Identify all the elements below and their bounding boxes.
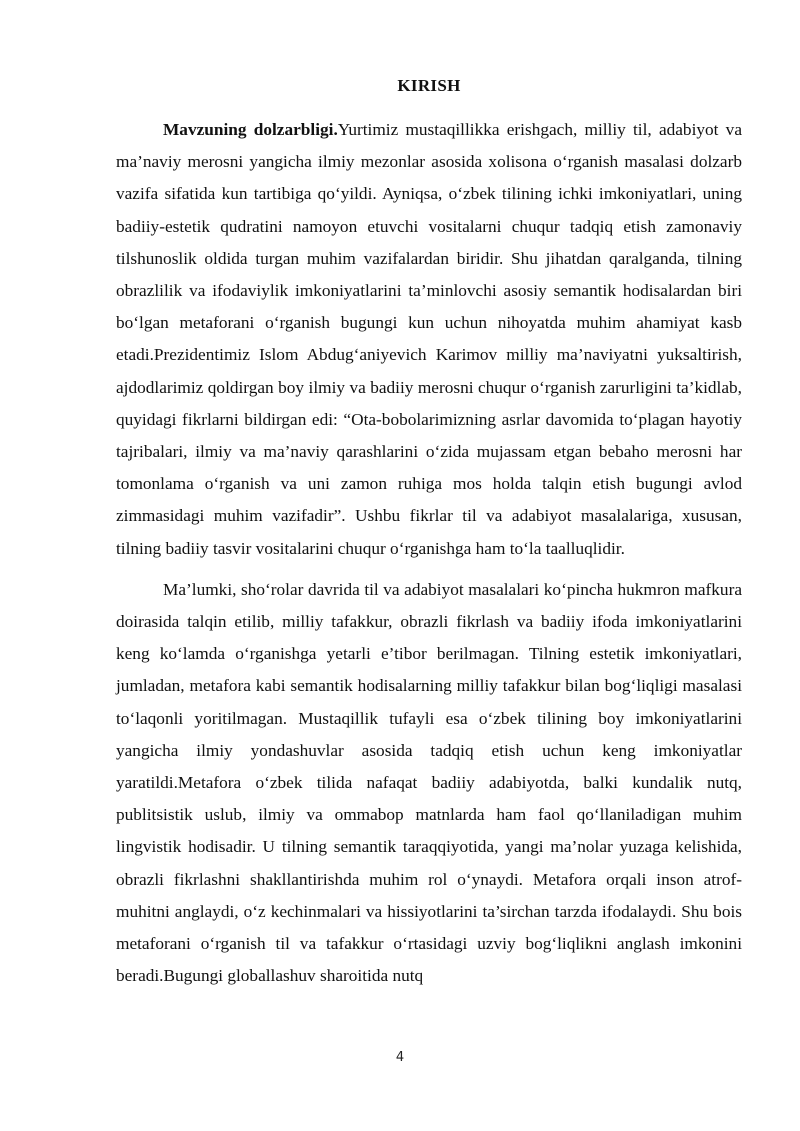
- paragraph-lead-heading: Mavzuning dolzarbligi.: [163, 120, 338, 139]
- paragraph-relevance: [116, 114, 742, 565]
- section-title: KIRISH: [397, 76, 461, 95]
- paragraph-body-text: Yurtimiz mustaqillikka erishgach, milliy til, adabiyot va ma’naviy merosni yangicha ilmiy mezonlar asosida xolisona o‘rganish masalasi dolzarb vazifa sifatida kun tartibiga qo‘yildi. Ayniqsa, o‘zbek tilining ichki imkoniyatlari, uning badiiy-estetik qudratini namoyon etuvchi vositalarni chuqur tadqiq etish zamonaviy tilshunoslik oldida turgan muhim vazifalardan biridir. Shu jihatdan qaralganda, tilning obrazlilik va ifodaviylik imkoniyatlarini ta’minlovchi asosiy semantik hodisalardan biri bo‘lgan metaforani o‘rganish bugungi kun uchun nihoyatda muhim ahamiyat kasb etadi.Prezidentimiz Islom Abdug‘aniyevich Karimov milliy ma’naviyatni yuksaltirish, ajdodlarimiz qoldirgan boy ilmiy va badiiy merosni chuqur o‘rganish zarurligini ta’kidlab, quyidagi fikrlarni bildirgan edi: “Ota-bobolarimizning asrlar davomida to‘plagan hayotiy tajribalari, ilmiy va ma’naviy qarashlarini o‘zida mujassam etgan bebaho merosni har tomonlama o‘rganish va uni zamon ruhiga mos holda talqin etish bugungi avlod zimmasidagi muhim vazifadir”. Ushbu fikrlar til va adabiyot masalalariga, xususan, tilning badiiy tasvir vositalarini chuqur o‘rganishga ham to‘la taalluqlidir.: [116, 120, 742, 558]
- document-page: [116, 76, 742, 992]
- page-number: 4: [395, 1050, 405, 1065]
- paragraph-soviet-period: Ma’lumki, sho‘rolar davrida til va adabiyot masalalari ko‘pincha hukmron mafkura doirasida talqin etilib, milliy tafakkur, obrazli fikrlash va badiiy ifoda imkoniyatlarini keng ko‘lamda o‘rganishga yetarli e’tibor berilmagan. Tilning estetik imkoniyatlari, jumladan, metafora kabi semantik hodisalarning milliy tafakkur bilan bog‘liqligi masalasi to‘laqonli yoritilmagan. Mustaqillik tufayli esa o‘zbek tilining boy imkoniyatlarini yangicha ilmiy yondashuvlar asosida tadqiq etish uchun keng imkoniyatlar yaratildi.Metafora o‘zbek tilida nafaqat badiiy adabiyotda, balki kundalik nutq, publitsistik uslub, ilmiy va ommabop matnlarda ham faol qo‘llaniladigan muhim lingvistik hodisadir. U tilning semantik taraqqiyotida, yangi ma’nolar yuzaga kelishida, obrazli fikrlashni shakllantirishda muhim rol o‘ynaydi. Metafora orqali inson atrof-muhitni anglaydi, o‘z kechinmalari va hissiyotlarini ta’sirchan tarzda ifodalaydi. Shu bois metaforani o‘rganish til va tafakkur o‘rtasidagi uzviy bog‘liqlikni anglash imkonini beradi.Bugungi globallashuv sharoitida nutq: [116, 579, 742, 986]
